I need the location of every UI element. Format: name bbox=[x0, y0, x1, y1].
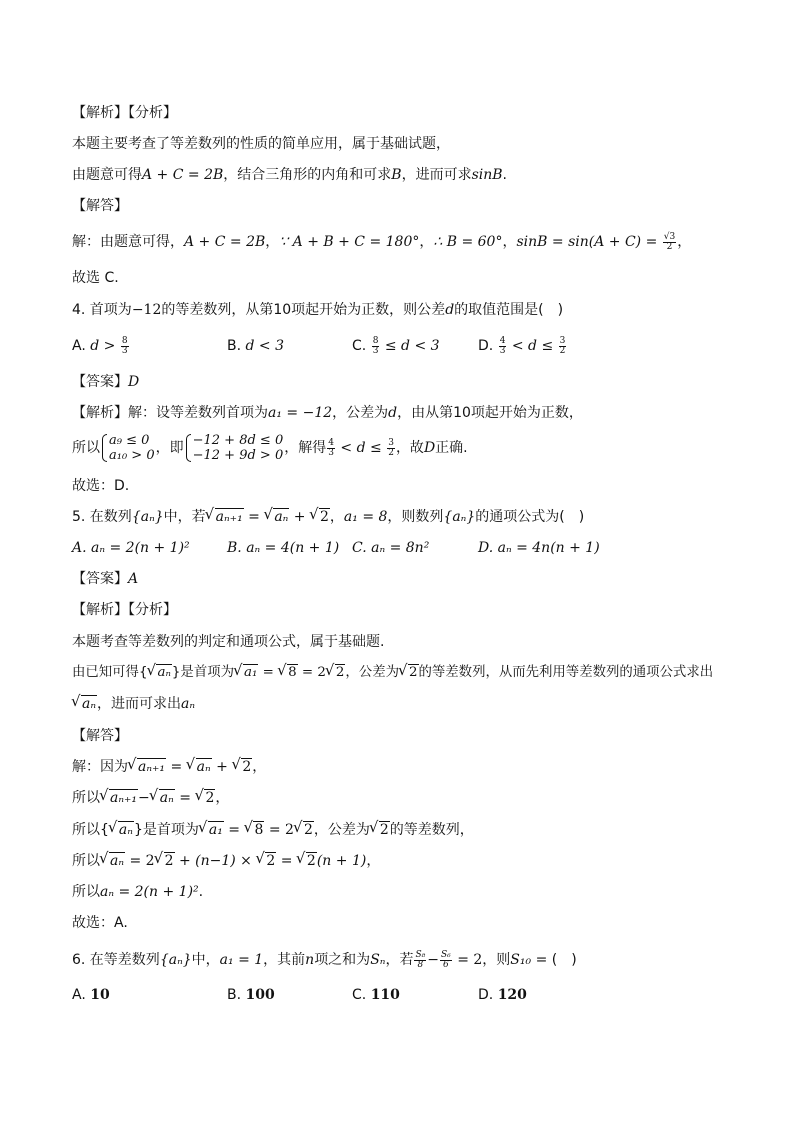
q3-hint: 由题意可得A + C = 2B，结合三角形的内角和可求B，进而可求sinB. bbox=[72, 167, 507, 183]
q3-analysis-heading: 【解析】【分析】 bbox=[72, 105, 177, 121]
q5-choice: 故选：A. bbox=[72, 915, 128, 931]
q4-analysis: 【解析】解：设等差数列首项为a₁ = −12，公差为d，由从第10项起开始为正数， bbox=[72, 405, 583, 421]
q5-solution-1: 解：因为√ aₙ₊₁ = √ aₙ + √ 2， bbox=[72, 757, 266, 777]
q4-option-b: B. d < 3 bbox=[227, 338, 285, 354]
q5-answer: 【答案】A bbox=[72, 571, 139, 587]
q5-option-c: C. aₙ = 8n² bbox=[352, 540, 430, 556]
q5-stem: 5. 在数列{aₙ}中，若√ aₙ₊₁ = √ aₙ + √ 2，a₁ = 8，则数列{aₙ}的通项公式为( ) bbox=[72, 507, 584, 527]
q4-system-1: a₉ ≤ 0 a₁₀ > 0 bbox=[101, 433, 155, 463]
q5-solution-4: 所以√ aₙ = 2√ 2 + (n−1) × √ 2 = √ 2(n + 1)， bbox=[72, 851, 380, 871]
q4-system-2: −12 + 8d ≤ 0 −12 + 9d > 0 bbox=[185, 433, 284, 463]
q5-hint-2: √ aₙ，进而可求出aₙ bbox=[72, 694, 195, 714]
q4-option-d: D. $\frac{4}{3}$ < d ≤ $\frac{3}{2}$ bbox=[478, 335, 566, 356]
q4-answer: 【答案】D bbox=[72, 374, 140, 390]
q5-analysis-heading: 【解析】【分析】 bbox=[72, 602, 177, 618]
q6-option-d: D. 120 bbox=[478, 987, 527, 1003]
q3-solution: 解：由题意可得，A + C = 2B，∵ A + B + C = 180°，∴ B = 60°，sinB = sin(A + C) = $\frac{√3}{2}$ ， bbox=[72, 231, 692, 252]
q5-solution-3: 所以{√ aₙ}是首项为√ a₁ = √ 8 = 2√ 2，公差为√ 2的等差数列， bbox=[72, 820, 474, 840]
q4-option-a: A. d > $\frac{8}{3}$ bbox=[72, 335, 128, 356]
q4-choice: 故选：D. bbox=[72, 478, 130, 494]
q6-stem: 6. 在等差数列{aₙ}中，a₁ = 1，其前n项之和为Sₙ，若 $\frac{\text{S₈}}{8}$ − $\frac{\text{S₆}}{6}$ = 2，则S₁₀ = ( ) bbox=[72, 949, 577, 970]
q5-option-b: B. aₙ = 4(n + 1) bbox=[227, 540, 340, 556]
q4-solution-systems: 所以 a₉ ≤ 0 a₁₀ > 0 ，即 −12 + 8d ≤ 0 −12 + 9d > 0 ，解得 $\frac{4}{3}$ < d ≤ $\frac{3}{2}$ ，故D正确. bbox=[72, 433, 468, 463]
q4-option-c: C. $\frac{8}{3}$ ≤ d < 3 bbox=[352, 335, 440, 356]
q6-option-c: C. 110 bbox=[352, 987, 400, 1003]
q5-solution-5: 所以aₙ = 2(n + 1)². bbox=[72, 884, 204, 900]
q3-intro: 本题主要考查了等差数列的性质的简单应用，属于基础试题， bbox=[72, 136, 450, 152]
q4-stem: 4. 首项为−12的等差数列，从第10项起开始为正数，则公差d的取值范围是( ) bbox=[72, 302, 564, 318]
q3-fraction: $\frac{√3}{2}$ bbox=[663, 231, 676, 252]
q5-option-d: D. aₙ = 4n(n + 1) bbox=[478, 540, 600, 556]
q5-answer-heading: 【解答】 bbox=[72, 728, 128, 744]
q5-intro: 本题考查等差数列的判定和通项公式，属于基础题. bbox=[72, 634, 385, 650]
q5-hint-1: 由已知可得{√ aₙ}是首项为√ a₁ = √ 8 = 2√ 2，公差为√ 2的等差数列，从而先利用等差数列的通项公式求出 bbox=[72, 663, 713, 683]
q5-option-a: A. aₙ = 2(n + 1)² bbox=[72, 540, 190, 556]
q3-choice: 故选 C. bbox=[72, 270, 119, 286]
q5-solution-2: 所以√ aₙ₊₁−√ aₙ = √ 2， bbox=[72, 788, 229, 808]
q3-answer-heading: 【解答】 bbox=[72, 198, 128, 214]
q6-option-b: B. 100 bbox=[227, 987, 275, 1003]
q6-option-a: A. 10 bbox=[72, 987, 110, 1003]
